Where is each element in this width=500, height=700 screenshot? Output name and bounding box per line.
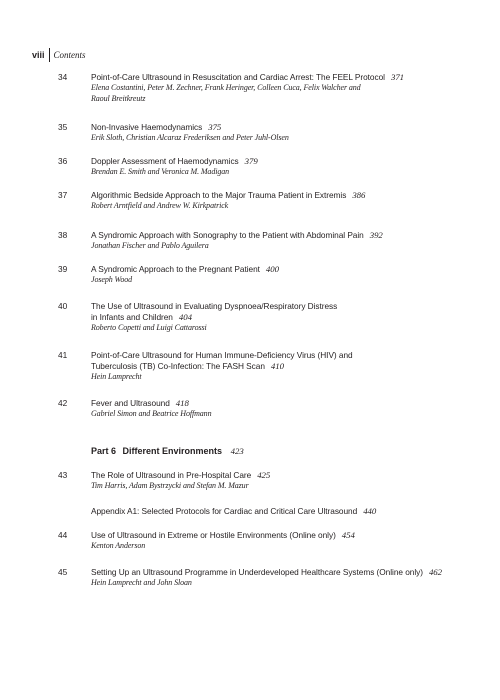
page-number: 425 [257, 470, 271, 480]
entry-body [91, 122, 478, 144]
page-number: 386 [352, 190, 366, 200]
page-number: 379 [244, 156, 258, 166]
chapter-number: 35 [58, 122, 68, 132]
chapter-authors: Roberto Copetti and Luigi Cattarossi [91, 323, 207, 332]
chapter-authors: Erik Sloth, Christian Alcaraz Frederiksen and Peter Juhl-Olsen [91, 133, 289, 142]
chapter-title-line [91, 190, 478, 201]
page-number: 454 [341, 530, 355, 540]
chapter-authors: Elena Costantini, Peter M. Zechner, Frank Heringer, Colleen Cuca, Felix Walcher and [91, 83, 361, 92]
chapter-authors: Kenton Anderson [91, 541, 146, 550]
entry-body [91, 156, 478, 178]
page-number: 404 [178, 312, 192, 322]
chapter-title-line [91, 301, 478, 312]
page-number: 410 [270, 361, 284, 371]
page-number: 418 [175, 398, 189, 408]
entry-body [91, 506, 478, 517]
chapter-title-line [91, 506, 478, 517]
chapter-title: Setting Up an Ultrasound Programme in Underdeveloped Healthcare Systems (Online only) [91, 567, 423, 577]
chapter-authors: Raoul Breitkreutz [91, 93, 146, 103]
chapter-title-line [91, 361, 478, 372]
entry-body [91, 470, 478, 492]
chapter-number: 43 [58, 470, 68, 480]
chapter-authors: Hein Lamprecht [91, 372, 142, 381]
chapter-title: in Infants and Children [91, 312, 173, 322]
chapter-title: Algorithmic Bedside Approach to the Major Trauma Patient in Extremis [91, 190, 347, 200]
part-page-number: 423 [230, 446, 244, 456]
entry-body [91, 264, 478, 286]
chapter-title-line [91, 398, 478, 409]
chapter-title-line [91, 530, 478, 541]
part-label: Part 6 [91, 446, 117, 456]
chapter-title-line [91, 156, 478, 167]
chapter-title: Point-of-Care Ultrasound in Resuscitation and Cardiac Arrest: The FEEL Protocol [91, 72, 385, 82]
chapter-authors: Gabriel Simon and Beatrice Hoffmann [91, 409, 212, 418]
chapter-number: 41 [58, 350, 68, 360]
page-number: 462 [428, 567, 442, 577]
chapter-title: Fever and Ultrasound [91, 398, 170, 408]
page-number: 400 [265, 264, 279, 274]
entry-body [91, 350, 478, 383]
entry-body [91, 530, 478, 552]
chapter-authors: Tim Harris, Adam Bystrzycki and Stefan M. Mazur [91, 481, 249, 490]
chapter-title: Use of Ultrasound in Extreme or Hostile Environments (Online only) [91, 530, 336, 540]
page-number: 392 [369, 230, 383, 240]
chapter-number: 38 [58, 230, 68, 240]
part-heading [91, 445, 244, 457]
entry-body [91, 301, 478, 334]
chapter-number: 39 [58, 264, 68, 274]
entry-body [91, 190, 478, 212]
chapter-title-line [91, 470, 478, 481]
chapter-number: 36 [58, 156, 68, 166]
chapter-number: 34 [58, 72, 68, 82]
chapter-title: Doppler Assessment of Haemodynamics [91, 156, 239, 166]
chapter-title: Appendix A1: Selected Protocols for Cardiac and Critical Care Ultrasound [91, 506, 358, 516]
chapter-title: The Use of Ultrasound in Evaluating Dyspnoea/Respiratory Distress [91, 301, 338, 311]
entry-body [91, 72, 478, 104]
page-number: 371 [390, 72, 405, 82]
chapter-authors: Robert Arntfield and Andrew W. Kirkpatrick [91, 201, 229, 210]
entry-body [91, 398, 478, 420]
chapter-title-line [91, 264, 478, 275]
chapter-title-line [91, 312, 478, 323]
page-number: 375 [208, 122, 222, 132]
chapter-title: Non-Invasive Haemodynamics [91, 122, 203, 132]
chapter-number: 40 [58, 301, 68, 311]
chapter-title-line [91, 567, 478, 578]
chapter-authors: Jonathan Fischer and Pablo Aguilera [91, 241, 209, 250]
chapter-title: The Role of Ultrasound in Pre-Hospital Care [91, 470, 252, 480]
chapter-authors: Hein Lamprecht and John Sloan [91, 578, 192, 587]
chapter-title: Point-of-Care Ultrasound for Human Immune-Deficiency Virus (HIV) and [91, 350, 353, 360]
section-name: Contents [53, 50, 86, 60]
page-folio: viii [32, 50, 45, 60]
page-number: 440 [363, 506, 377, 516]
chapter-number: 44 [58, 530, 68, 540]
part-title: Different Environments [122, 446, 223, 456]
chapter-title-line [91, 350, 478, 361]
chapter-title: Tuberculosis (TB) Co-Infection: The FASH Scan [91, 361, 265, 371]
chapter-title: A Syndromic Approach with Sonography to the Patient with Abdominal Pain [91, 230, 364, 240]
chapter-title-line [91, 72, 478, 83]
entry-body [91, 230, 478, 252]
chapter-number: 42 [58, 398, 68, 408]
chapter-title-line [91, 230, 478, 241]
chapter-number: 37 [58, 190, 68, 200]
chapter-title-line [91, 122, 478, 133]
chapter-authors: Brendan E. Smith and Veronica M. Madigan [91, 167, 230, 176]
chapter-authors: Joseph Wood [91, 275, 133, 284]
running-head [32, 48, 86, 62]
entry-body [91, 567, 478, 589]
chapter-number: 45 [58, 567, 68, 577]
chapter-title: A Syndromic Approach to the Pregnant Patient [91, 264, 260, 274]
